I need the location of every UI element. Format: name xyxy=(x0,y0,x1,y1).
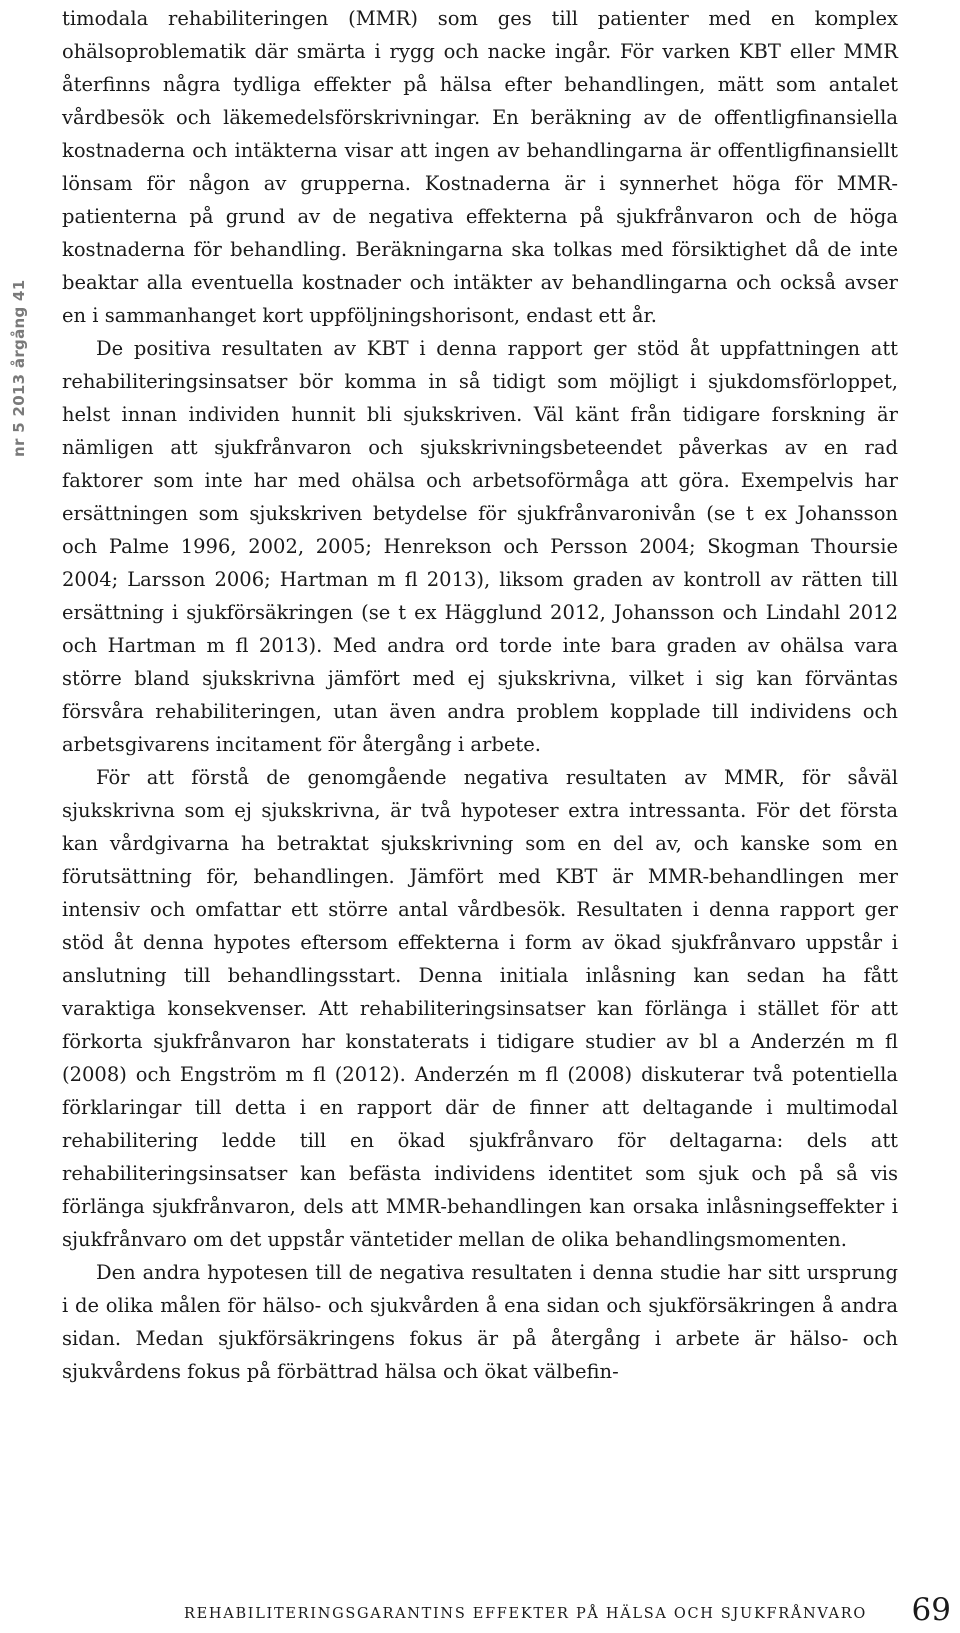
paragraph-second-hypothesis: Den andra hypotesen till de negativa resultaten i denna studie har sitt ursprung i de olika målen för hälso- och sjukvården å ena sidan och sjukförsäkringen å andra sidan. Medan sjukförsäkringens fokus är på återgång i arbete är hälso- och sjukvårdens fokus på förbättrad hälsa och ökat välbefin- xyxy=(62,1261,898,1383)
paragraph-continued: timodala rehabiliteringen (MMR) som ges till patienter med en komplex ohälsoproblematik där smärta i rygg och nacke ingår. För varken KBT eller MMR återfinns några tydliga effekter på hälsa efter behandlingen, mätt som antalet vårdbesök och läkemedelsförskrivningar. En beräkning av de offentligfinansiella kostnaderna och intäkterna visar att ingen av behandlingarna är offentligfinansiellt lönsam för någon av grupperna. Kostnaderna är i synnerhet höga för MMR-patienterna på grund av de negativa effekterna på sjukfrånvaron och de höga kostnaderna för behandling. Beräkningarna ska tolkas med försiktighet då de inte beaktar alla eventuella kostnader och intäkter av behandlingarna och också avser en i sammanhanget kort uppföljningshorisont, endast ett år. xyxy=(62,7,898,327)
paragraph-kbt-results: De positiva resultaten av KBT i denna rapport ger stöd åt uppfattningen att rehabiliteringsinsatser bör komma in så tidigt som möjligt i sjukdomsförloppet, helst innan individen hunnit bli sjukskriven. Väl känt från tidigare forskning är nämligen att sjukfrånvaron och sjukskrivningsbeteendet påverkas av en rad faktorer som inte har med ohälsa och arbetsoförmåga att göra. Exempelvis har ersättningen som sjukskriven betydelse för sjukfrånvaronivån (se t ex Johansson och Palme 1996, 2002, 2005; Henrekson och Persson 2004; Skogman Thoursie 2004; Larsson 2006; Hartman m fl 2013), liksom graden av kontroll av rätten till ersättning i sjukförsäkringen (se t ex Hägglund 2012, Johansson och Lindahl 2012 och Hartman m fl 2013). Med andra ord torde inte bara graden av ohälsa vara större bland sjukskrivna jämfört med ej sjukskrivna, vilket i sig kan förväntas försvåra rehabiliteringen, utan även andra problem kopplade till individens och arbetsgivarens incitament för återgång i arbete. xyxy=(62,337,898,756)
running-title: REHABILITERINGSGARANTINS EFFEKTER PÅ HÄLSA OCH SJUKFRÅNVARO xyxy=(184,1606,867,1622)
article-body xyxy=(62,2,898,1388)
page-number: 69 xyxy=(911,1592,951,1628)
paragraph-mmr-hypotheses: För att förstå de genomgående negativa resultaten av MMR, för såväl sjukskrivna som ej sjukskrivna, är två hypoteser extra intressanta. För det första kan vårdgivarna ha betraktat sjukskrivning som en del av, och kanske som en förutsättning för, behandlingen. Jämfört med KBT är MMR-behandlingen mer intensiv och omfattar ett större antal vårdbesök. Resultaten i denna rapport ger stöd åt denna hypotes eftersom effekterna i form av ökad sjukfrånvaro uppstår i anslutning till behandlingsstart. Denna initiala inlåsning kan sedan ha fått varaktiga konsekvenser. Att rehabiliteringsinsatser kan förlänga i stället för att förkorta sjukfrånvaron har konstaterats i tidigare studier av bl a Anderzén m fl (2008) och Engström m fl (2012). Anderzén m fl (2008) diskuterar två potentiella förklaringar till detta i en rapport där de finner att deltagande i multimodal rehabilitering ledde till en ökad sjukfrånvaro för deltagarna: dels att rehabiliteringsinsatser kan befästa individens identitet som sjuk och på så vis förlänga sjukfrånvaron, dels att MMR-behandlingen kan orsaka inlåsningseffekter i sjukfrånvaro om det uppstår väntetider mellan de olika behandlingsmomenten. xyxy=(62,766,898,1251)
journal-issue-label: nr 5 2013 årgång 41 xyxy=(10,279,28,457)
page-footer xyxy=(62,1590,960,1630)
